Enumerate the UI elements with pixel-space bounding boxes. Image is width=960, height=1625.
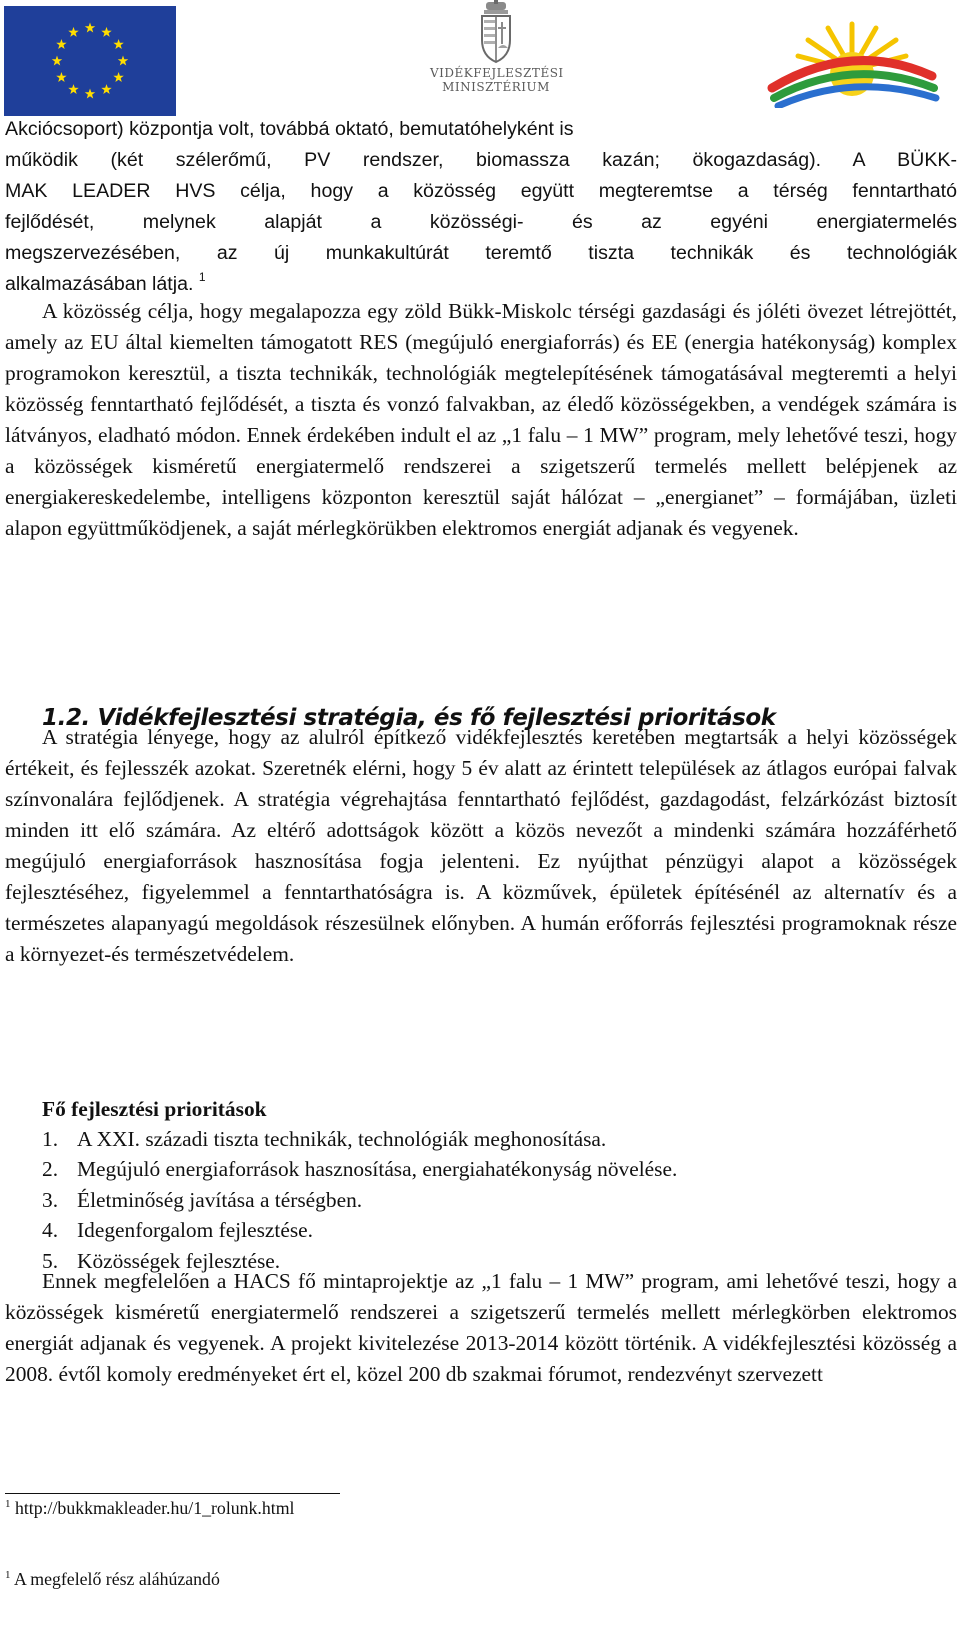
list-item-text: Közösségek fejlesztése. [77, 1248, 281, 1273]
pilot-project-paragraph: Ennek megfelelően a HACS fő mintaprojektje az „1 falu – 1 MW” program, ami lehetővé teszi, hogy a közösségek kisméretű energiatermelő rendszerei a szigetszerű termelés mellett mérlegkörben elektromos energiát adjanak és vegyenek. A projekt kivitelezése 2013-2014 között történik. A vidékfejlesztési közösség a 2008. évtől komoly eredményeket ért el, közel 200 db szakmai fórumot, rendezvényt szervezett [5, 1269, 957, 1386]
text-line: fejlődését, melynek alapját a közösségi- és az egyéni energiatermelés [5, 211, 957, 233]
list-item-text: Életminőség javítása a térségben. [77, 1187, 363, 1212]
list-item-number: 1. [42, 1127, 59, 1151]
text-line: megszervezésében, az új munkakultúrát teremtő tiszta technikák és technológiák [5, 242, 957, 264]
strategy-paragraph: A stratégia lényege, hogy az alulról építkező vidékfejlesztés keretében megtartsák a helyi közösségek értékeit, és fejlesszék azokat. Szeretnék elérni, hogy 5 év alatt az érintett települések az átlagos európai falvak színvonalára fejlődjenek. A stratégia végrehajtása fenntartható fejlődést, gazdagodást, felzárkózást biztosít minden itt elő számára. Az eltérő adottságok között a közös nevezőt a mindenki számára hozzáférhető megújuló energiaforrások hasznosítása fogja jelenteni. Ez nyújthat pénzügyi alapot a közösségek fejlesztéséhez, figyelemmel a fenntarthatóságra is. A közművek, épületek építésénél az alternatív és a természetes alapanyagú megoldások részesülnek előnyben. A humán erőforrás fejlesztési programoknak része a környezet-és természetvédelem. [5, 725, 957, 966]
ministry-logo [430, 0, 562, 100]
eu-flag-icon [4, 6, 176, 116]
list-item-number: 5. [42, 1248, 59, 1273]
list-item-text: Megújuló energiaforrások hasznosítása, energiahatékonyság növelése. [77, 1157, 678, 1182]
community-goal-paragraph: A közösség célja, hogy megalapozza egy zöld Bükk-Miskolc térségi gazdasági és jóléti övezet létrejöttét, amely az EU által kiemelten támogatott RES (megújuló energiaforrás) és EE (energia hatékonyság) komplex programokon keresztül, a tiszta technikák, technológiák megtelepítésének támogatásával megteremti a helyi közösség fenntartható fejlődését, a tiszta és vonzó falvakban, az éledő közösségekben, a vendégek számára is látványos, eladható módon. Ennek érdekében indult el az „1 falu – 1 MW” program, mely lehetővé teszi, hogy a közösségek kisméretű energiatermelő rendszerei a szigetszerű termelés mellett belépjenek az energiakereskedelembe, intelligens központon keresztül saját hálózat – „energianet” – formájában, üzleti alapon együttműködjenek, a saját mérlegkörükben elektromos energiát adjanak és vegyenek. [5, 299, 957, 540]
list-item-text: Idegenforgalom fejlesztése. [77, 1218, 313, 1243]
ministry-name: VIDÉKFEJLESZTÉSI MINISZTÉRIUM [430, 66, 564, 94]
list-item-number: 2. [42, 1157, 59, 1182]
text-line: MAK LEADER HVS célja, hogy a közösség együtt megteremtse a térség fenntartható [5, 180, 957, 202]
priorities-list [42, 1124, 677, 1276]
text-line: Akciócsoport) központja volt, továbbá oktató, bemutatóhelyként is [5, 118, 574, 140]
list-item-text: A XXI. századi tiszta technikák, technológiák meghonosítása. [77, 1127, 607, 1151]
footnote-separator [5, 1493, 340, 1494]
list-item [42, 1124, 677, 1154]
priorities-title: Fő fejlesztési prioritások [42, 1097, 267, 1121]
text-line-content: alkalmazásában látja. [5, 273, 194, 295]
footnote [5, 1568, 220, 1590]
text-line: működik (két szélerőmű, PV rendszer, biomassza kazán; ökogazdaság). A BÜKK- [5, 149, 957, 171]
coat-of-arms-icon [476, 0, 516, 64]
list-item-number: 3. [42, 1187, 59, 1212]
footnote-number: 1 [5, 1569, 11, 1581]
footnote [5, 1497, 294, 1519]
footnote-number: 1 [5, 1498, 11, 1510]
intro-paragraph [5, 114, 957, 300]
section-heading: 1.2. Vidékfejlesztési stratégia, és fő fejlesztési prioritások [42, 705, 776, 731]
footnote-url[interactable]: http://bukkmakleader.hu/1_rolunk.html [14, 1498, 295, 1518]
sun-rainbow-logo-icon [764, 18, 940, 108]
list-item [42, 1215, 677, 1245]
list-item [42, 1154, 677, 1184]
footnote-text: A megfelelő rész aláhúzandó [13, 1569, 220, 1589]
list-item-number: 4. [42, 1218, 59, 1243]
list-item [42, 1185, 677, 1215]
page-header [0, 0, 960, 118]
footnote-ref: 1 [198, 270, 206, 284]
